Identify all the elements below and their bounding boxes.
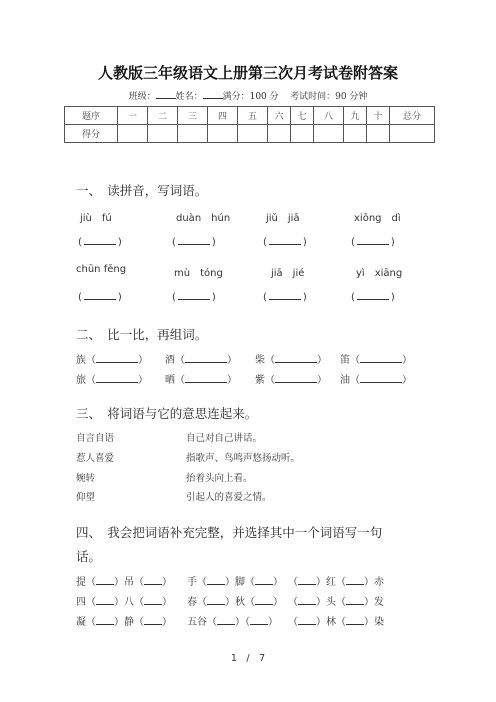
answer-blank[interactable]: ( ) — [172, 237, 216, 248]
name-label: 姓名： — [175, 92, 203, 102]
score-cell[interactable] — [208, 125, 238, 143]
answer-blank[interactable] — [185, 353, 227, 363]
matching-meaning[interactable]: 自己对自己讲话。 — [186, 433, 263, 444]
answer-blank[interactable]: ( ) — [351, 237, 395, 248]
score-cell[interactable] — [344, 125, 367, 143]
idiom-fill: 提（ ）吊（ ） — [76, 577, 172, 588]
pinyin: yì xiāng — [356, 268, 403, 279]
score-cell[interactable] — [390, 125, 435, 143]
exam-time: 考试时间：90 分钟 — [290, 92, 368, 102]
page-title: 人教版三年级语文上册第三次月考试卷附答案 — [97, 64, 398, 82]
answer-blank[interactable] — [275, 353, 317, 363]
pinyin: duàn hún — [176, 213, 231, 224]
score-header: 七 — [291, 107, 314, 125]
compare-item: 晒（ ） — [165, 375, 237, 386]
score-header: 一 — [118, 107, 148, 125]
score-header: 题序 — [65, 107, 118, 125]
compare-item: 油（ ） — [340, 375, 412, 386]
score-header: 总分 — [390, 107, 435, 125]
pinyin: chūn fēng — [76, 264, 127, 275]
score-row — [65, 125, 435, 143]
matching-word[interactable]: 惹人喜爱 — [76, 453, 115, 464]
class-label: 班级： — [128, 92, 156, 102]
pinyin: mù tóng — [174, 268, 223, 279]
matching-meaning[interactable]: 引起人的喜爱之情。 — [186, 492, 272, 503]
compare-item: 紫（ ） — [255, 375, 327, 386]
score-row-label: 得分 — [65, 125, 118, 143]
answer-blank[interactable] — [275, 373, 317, 383]
answer-blank[interactable]: ( ) — [351, 292, 395, 303]
compare-item: 旅（ ） — [76, 375, 148, 386]
score-cell[interactable] — [178, 125, 208, 143]
compare-item: 柴（ ） — [255, 355, 327, 366]
score-cell[interactable] — [268, 125, 291, 143]
full-score: 满分：100 分 — [222, 92, 279, 102]
answer-blank[interactable] — [185, 373, 227, 383]
score-cell[interactable] — [118, 125, 148, 143]
pinyin: xiōng dì — [354, 213, 401, 224]
pinyin: jiā jié — [271, 268, 305, 279]
score-header: 二 — [148, 107, 178, 125]
compare-item: 族（ ） — [76, 355, 148, 366]
score-cell[interactable] — [291, 125, 314, 143]
idiom-fill: 凝（ ）静（ ） — [76, 617, 172, 628]
answer-blank[interactable] — [96, 373, 138, 383]
answer-blank[interactable]: ( ) — [263, 292, 307, 303]
compare-item: 酒（ ） — [165, 355, 237, 366]
exam-info — [0, 89, 496, 102]
idiom-fill: 四（ ）八（ ） — [76, 597, 172, 608]
matching-meaning[interactable]: 指歌声、鸟鸣声悠扬动听。 — [186, 453, 301, 464]
score-header: 五 — [238, 107, 268, 125]
matching-word[interactable]: 自言自语 — [76, 433, 115, 444]
section1-heading: 一、 读拼音，写词语。 — [76, 183, 208, 198]
score-header-row — [65, 107, 435, 125]
idiom-fill: 五谷（ ）（ ） — [187, 617, 278, 628]
score-cell[interactable] — [238, 125, 268, 143]
matching-word[interactable]: 仰望 — [76, 492, 96, 503]
name-blank[interactable] — [203, 90, 223, 99]
idiom-fill: （ ）红（ ）赤 — [288, 577, 384, 588]
answer-blank[interactable] — [96, 353, 138, 363]
score-header: 六 — [268, 107, 291, 125]
class-blank[interactable] — [156, 90, 176, 99]
score-header: 九 — [344, 107, 367, 125]
score-table — [64, 106, 435, 143]
score-cell[interactable] — [314, 125, 344, 143]
score-header: 三 — [178, 107, 208, 125]
answer-blank[interactable]: ( ) — [263, 237, 307, 248]
section2-heading: 二、 比一比，再组词。 — [76, 327, 208, 342]
answer-blank[interactable] — [360, 373, 402, 383]
idiom-fill: 手（ ）脚（ ） — [187, 577, 283, 588]
answer-blank[interactable] — [360, 353, 402, 363]
section3-heading: 三、 将词语与它的意思连起来。 — [76, 406, 258, 421]
score-header: 四 — [208, 107, 238, 125]
score-cell[interactable] — [367, 125, 390, 143]
idiom-fill: （ ）林（ ）染 — [288, 617, 384, 628]
score-cell[interactable] — [148, 125, 178, 143]
idiom-fill: 春（ ）秋（ ） — [187, 597, 283, 608]
answer-blank[interactable]: ( ) — [78, 237, 122, 248]
section4-heading: 四、 我会把词语补充完整，并选择其中一个词语写一句 — [76, 525, 383, 540]
page-number: 1 / 7 — [230, 653, 266, 664]
compare-item: 笛（ ） — [340, 355, 412, 366]
section4-heading-cont: 话。 — [76, 549, 102, 564]
answer-blank[interactable]: ( ) — [78, 292, 122, 303]
matching-meaning[interactable]: 抬着头向上看。 — [186, 473, 253, 484]
idiom-fill: （ ）头（ ）发 — [288, 597, 384, 608]
pinyin: jiù fú — [80, 213, 112, 224]
answer-blank[interactable]: ( ) — [172, 292, 216, 303]
score-header: 八 — [314, 107, 344, 125]
pinyin: jiǔ jiā — [266, 213, 300, 224]
matching-word[interactable]: 婉转 — [76, 473, 96, 484]
score-header: 十 — [367, 107, 390, 125]
